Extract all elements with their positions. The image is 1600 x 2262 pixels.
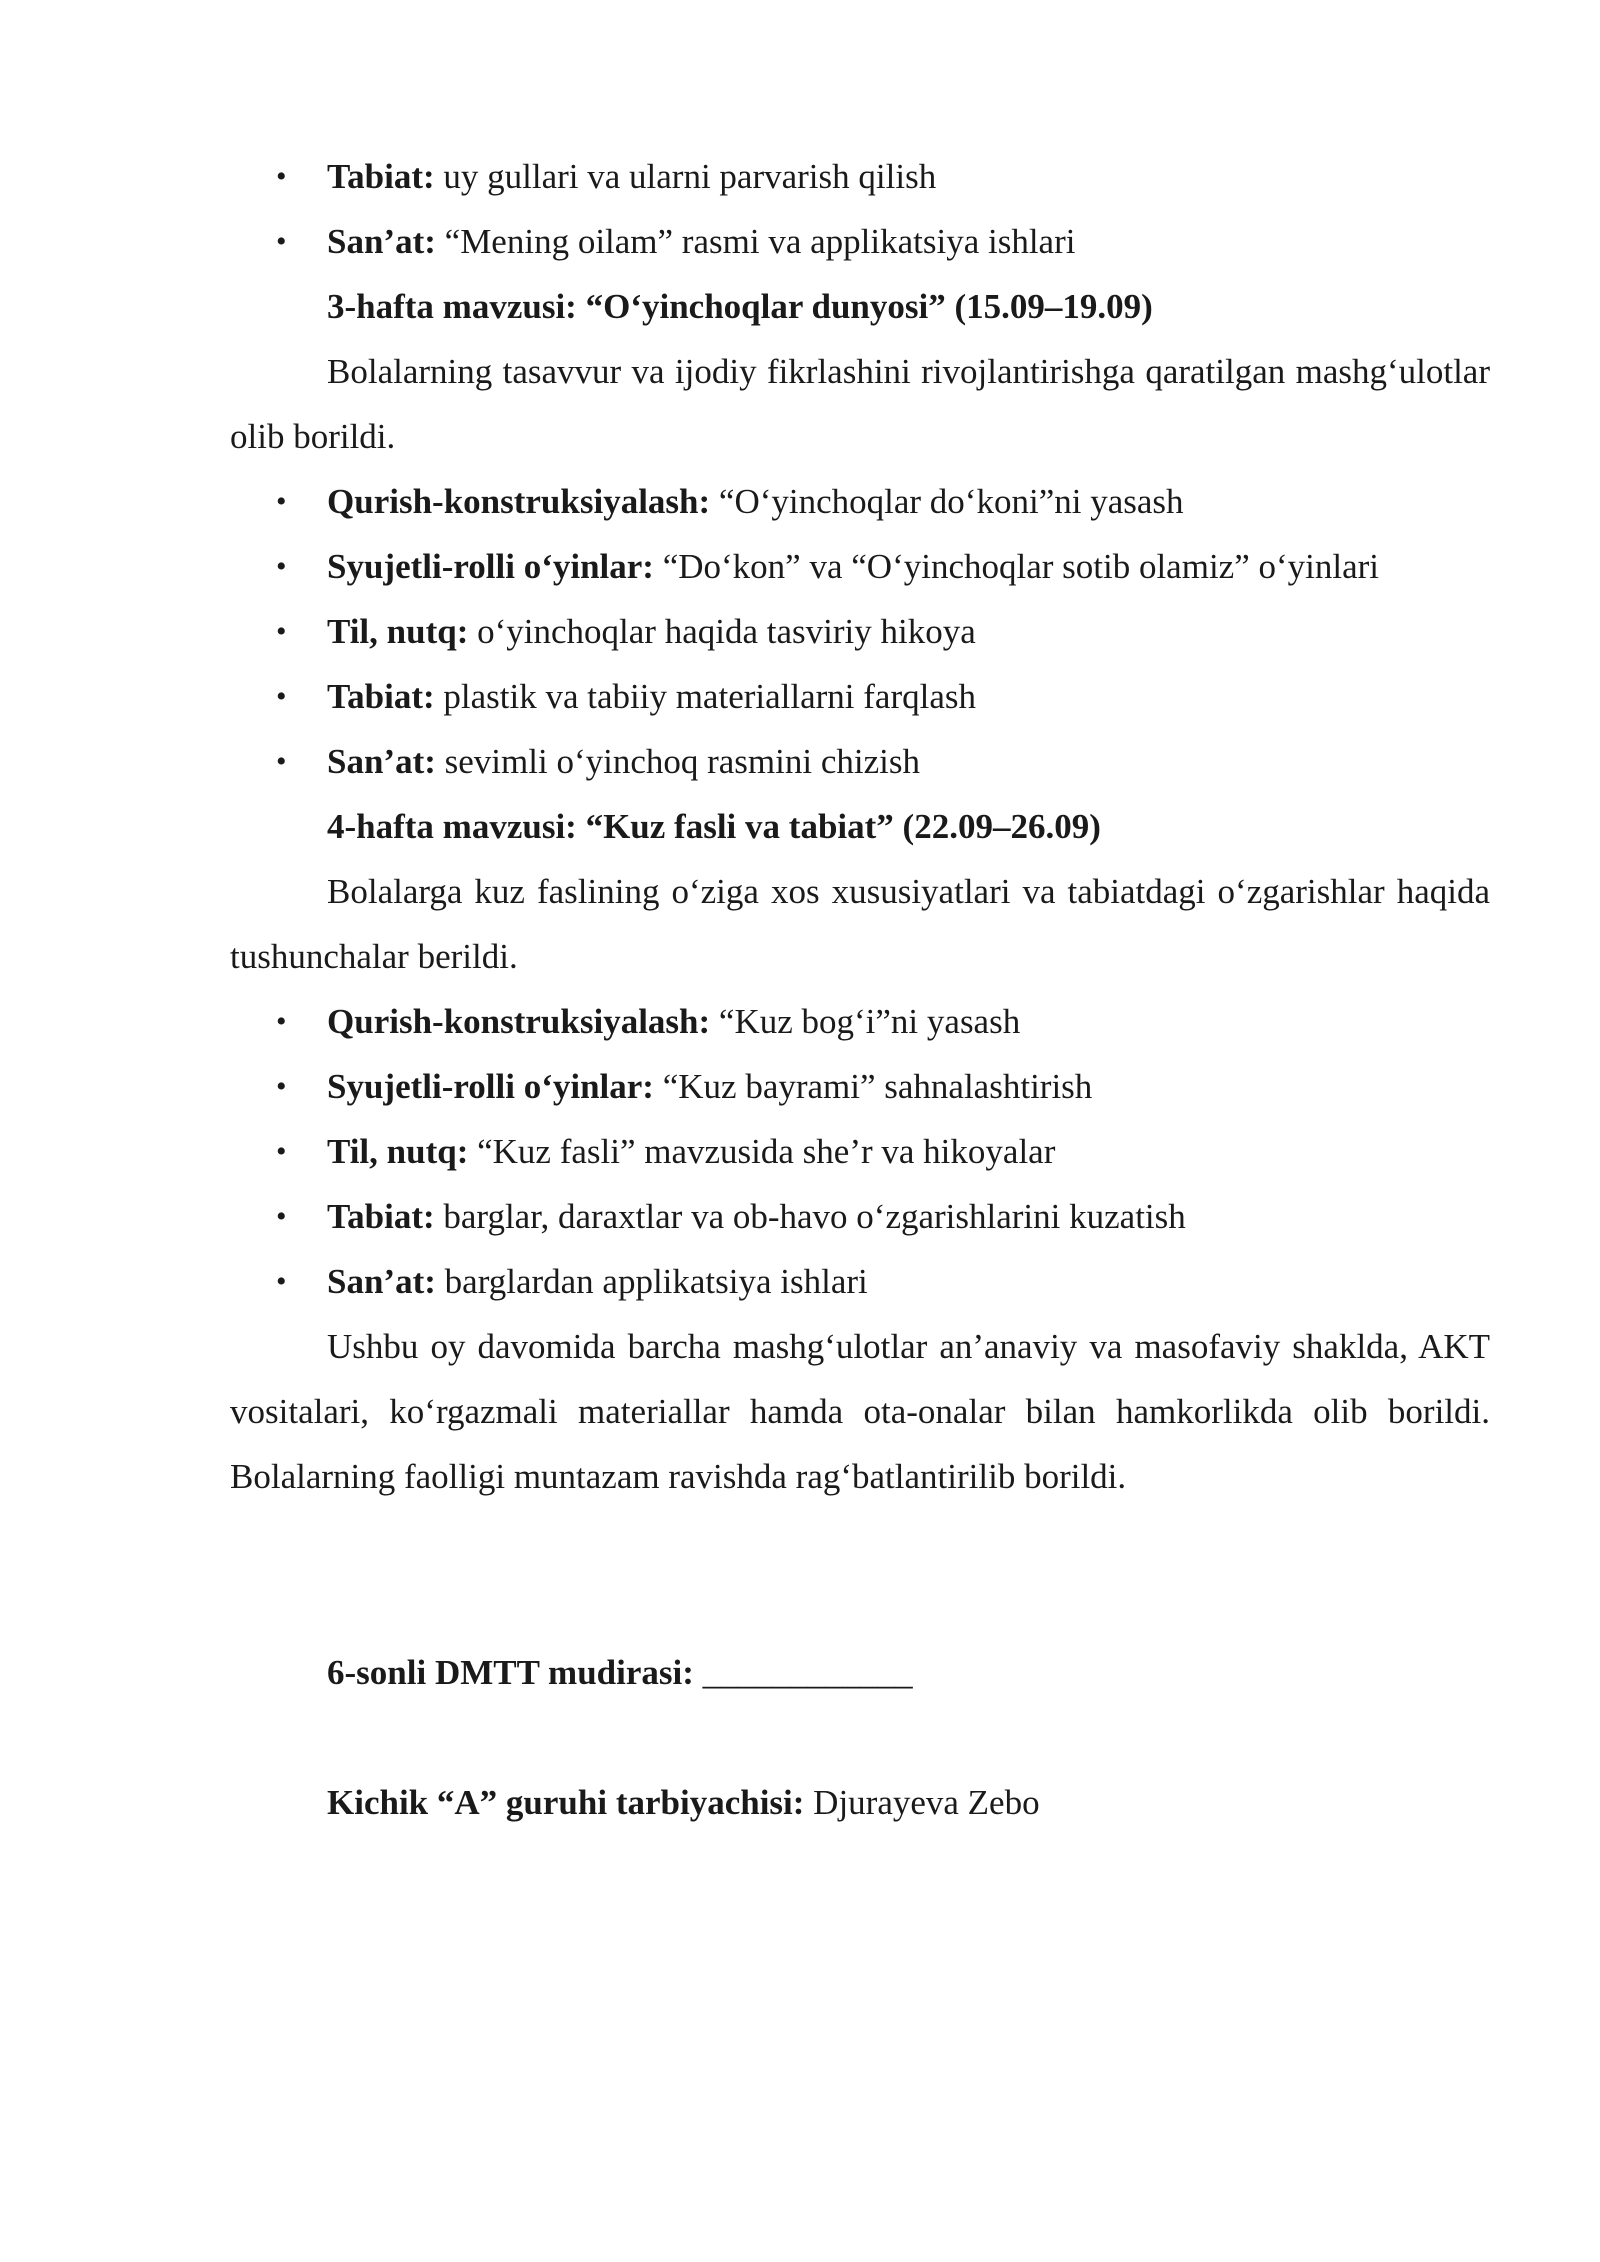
item-label: Qurish-konstruksiyalash:: [327, 1002, 711, 1041]
item-label: Til, nutq:: [327, 1132, 469, 1171]
item-text: “Kuz bog‘i”ni yasash: [710, 1002, 1021, 1041]
list-item: [230, 1119, 1490, 1184]
teacher-label: Kichik “A” guruhi tarbiyachisi:: [327, 1783, 805, 1822]
item-text: uy gullari va ularni parvarish qilish: [434, 157, 937, 196]
list-item: [230, 664, 1490, 729]
list-item: [230, 534, 1490, 599]
item-text: “Do‘kon” va “O‘yinchoqlar sotib olamiz” o‘yinlari: [653, 547, 1380, 586]
item-label: Tabiat:: [327, 157, 435, 196]
item-label: Til, nutq:: [327, 612, 469, 651]
list-item: [230, 1184, 1490, 1249]
bullet-icon: •: [276, 1200, 287, 1233]
list-item: [230, 209, 1490, 274]
bullet-icon: •: [276, 1070, 287, 1103]
item-label: Tabiat:: [327, 677, 435, 716]
item-label: San’at:: [327, 222, 436, 261]
item-text: o‘yinchoqlar haqida tasviriy hikoya: [468, 612, 976, 651]
list-item: [230, 599, 1490, 664]
week4-intro: Bolalarga kuz faslining o‘ziga xos xususiyatlari va tabiatdagi o‘zgarishlar haqida tushunchalar berildi.: [230, 872, 1490, 976]
item-text: plastik va tabiiy materiallarni farqlash: [434, 677, 976, 716]
item-text: sevimli o‘yinchoq rasmini chizish: [435, 742, 920, 781]
bullet-icon: •: [276, 615, 287, 648]
list-item: [230, 144, 1490, 209]
bullet-icon: •: [276, 745, 287, 778]
bullet-icon: •: [276, 1005, 287, 1038]
bullet-icon: •: [276, 550, 287, 583]
item-label: Syujetli-rolli o‘yinlar:: [327, 547, 654, 586]
bullet-icon: •: [276, 680, 287, 713]
week4-heading: 4-hafta mavzusi: “Kuz fasli va tabiat” (22.09–26.09): [327, 807, 1101, 846]
bullet-icon: •: [276, 225, 287, 258]
director-signature-line: [327, 1640, 913, 1705]
list-item: [230, 989, 1490, 1054]
document-body: [230, 144, 1490, 1509]
item-label: Tabiat:: [327, 1197, 435, 1236]
director-blank: ____________: [693, 1653, 913, 1692]
item-text: “O‘yinchoqlar do‘koni”ni yasash: [710, 482, 1184, 521]
item-label: San’at:: [327, 742, 436, 781]
item-text: “Mening oilam” rasmi va applikatsiya ishlari: [435, 222, 1076, 261]
week3-heading: 3-hafta mavzusi: “O‘yinchoqlar dunyosi” (15.09–19.09): [327, 287, 1153, 326]
item-label: Syujetli-rolli o‘yinlar:: [327, 1067, 654, 1106]
director-label: 6-sonli DMTT mudirasi:: [327, 1653, 694, 1692]
list-item: [230, 469, 1490, 534]
conclusion-paragraph: Ushbu oy davomida barcha mashg‘ulotlar an’anaviy va masofaviy shaklda, AKT vositalari, ko‘rgazmali materiallar hamda ota-onalar bilan hamkorlikda olib borildi. Bolalarning faolligi muntazam ravishda rag‘batlantirilib borildi.: [230, 1327, 1490, 1496]
item-label: Qurish-konstruksiyalash:: [327, 482, 711, 521]
bullet-icon: •: [276, 160, 287, 193]
item-text: barglardan applikatsiya ishlari: [435, 1262, 868, 1301]
item-text: “Kuz bayrami” sahnalashtirish: [653, 1067, 1093, 1106]
item-text: barglar, daraxtlar va ob-havo o‘zgarishlarini kuzatish: [434, 1197, 1186, 1236]
list-item: [230, 1054, 1490, 1119]
item-label: San’at:: [327, 1262, 436, 1301]
bullet-icon: •: [276, 1135, 287, 1168]
week3-intro: Bolalarning tasavvur va ijodiy fikrlashini rivojlantirishga qaratilgan mashg‘ulotlar olib borildi.: [230, 352, 1490, 456]
teacher-signature-line: [327, 1770, 1040, 1835]
list-item: [230, 729, 1490, 794]
bullet-icon: •: [276, 1265, 287, 1298]
bullet-icon: •: [276, 485, 287, 518]
item-text: “Kuz fasli” mavzusida she’r va hikoyalar: [468, 1132, 1056, 1171]
teacher-name: Djurayeva Zebo: [804, 1783, 1040, 1822]
list-item: [230, 1249, 1490, 1314]
